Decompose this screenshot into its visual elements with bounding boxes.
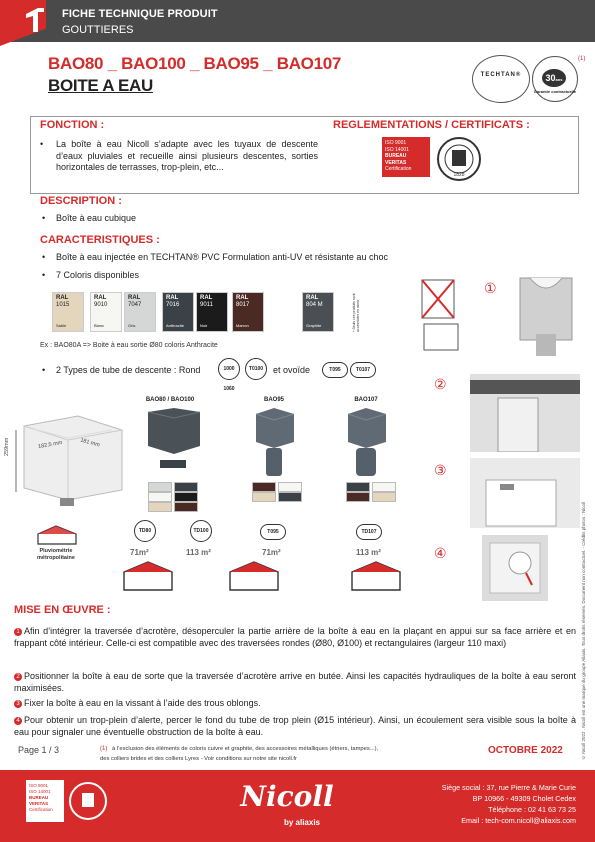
techtan-badge <box>472 55 530 103</box>
color-name: Gris <box>128 323 136 328</box>
step3-photo <box>470 458 580 528</box>
guarantee-text: Garantie contractuelle <box>533 89 577 94</box>
header-band <box>0 0 595 42</box>
product-color-chip <box>372 482 396 492</box>
footer-seal-icon <box>68 780 108 822</box>
step4-photo <box>482 535 548 601</box>
color-code: 9010 <box>94 302 108 308</box>
area-bao95: 71m² <box>262 548 281 557</box>
footer-cert: Certification <box>29 807 53 812</box>
product-label-bao80: BAO80 / BAO100 <box>145 397 195 403</box>
carac-item-material: Boîte à eau injectée en TECHTAN® PVC Formulation anti-UV et résistante au choc <box>56 252 388 262</box>
step-1-text: 1 Afin d’intégrer la traversée d’acrotère, désoperculer la partie arrière de la boîte à eau en la plaçant en appui sur sa face arrière et en frappant côté intérieur. Celle-ci est compatible avec des traversées rondes (Ø80, Ø100) et rectangulaires (largeur 110 maxi) <box>14 626 576 648</box>
house-icon-bao100 <box>228 560 280 592</box>
footer-iso9001: ISO 9001 <box>29 783 49 788</box>
footer-bv: BUREAU VERITAS <box>29 795 49 806</box>
footer-addr2: BP 10966 - 49309 Cholet Cedex <box>472 794 576 803</box>
footer-email: Email : tech-com.nicoll@aliaxis.com <box>461 816 576 825</box>
caracteristiques-heading: CARACTERISTIQUES : <box>40 234 160 246</box>
certifs-heading: REGLEMENTATIONS / CERTIFICATS : <box>333 119 530 131</box>
color-ral: RAL <box>56 295 69 301</box>
dim-width2: 181 mm <box>79 437 101 449</box>
fonction-heading: FONCTION : <box>40 119 105 131</box>
step2-marker: ② <box>434 376 447 392</box>
product-color-chip <box>346 492 370 502</box>
carac-item-colors: 7 Coloris disponibles <box>56 270 140 280</box>
color-swatch <box>302 292 334 332</box>
product-label-bao95: BAO95 <box>263 397 284 403</box>
product-color-chip <box>252 482 276 492</box>
product-name: BOITE A EAU <box>48 76 154 95</box>
product-color-chip <box>174 502 198 512</box>
color-ral: RAL <box>236 295 249 301</box>
step1-photo <box>420 272 580 364</box>
example-code: Ex : BAO80A => Boite à eau sortie Ø80 coloris Anthracite <box>40 342 218 349</box>
color-name: Marron <box>236 323 249 328</box>
product-image-bao80 <box>144 406 204 476</box>
product-color-chip <box>174 482 198 492</box>
color-name: Graphite <box>306 323 322 328</box>
step-2-text: 2 Positionner la boîte à eau de sorte que la traversée d’acrotère arrive en butée. Ainsi les capacités hydrauliques de la boîte à eau seront maximisées. <box>14 671 576 693</box>
color-ral: RAL <box>200 295 213 301</box>
footer-phone: Téléphone : 02 41 63 73 25 <box>488 805 576 814</box>
color-code: 1015 <box>56 302 70 308</box>
cert-label: Certification <box>385 166 412 172</box>
color-name: Noir <box>200 323 208 328</box>
color-swatch <box>232 292 264 332</box>
house-icon-bao107 <box>350 560 402 592</box>
round-tube-icon-80: 1000 1060 <box>218 358 240 380</box>
svg-text:1828: 1828 <box>453 172 465 178</box>
guarantee-unit: ans <box>555 77 563 82</box>
footnote-mark: (1) <box>578 56 586 62</box>
color-swatch <box>90 292 122 332</box>
color-swatch <box>196 292 228 332</box>
product-color-chip <box>252 492 276 502</box>
cert-bv: BUREAU VERITAS <box>385 153 407 166</box>
oval-tube-icon-95: T095 <box>322 362 348 378</box>
product-color-chip <box>148 482 172 492</box>
product-color-chip <box>148 492 172 502</box>
step1-marker: ① <box>484 280 497 296</box>
area-bao107: 113 m² <box>356 548 381 557</box>
dim-width1: 182,5 mm <box>37 439 63 451</box>
color-name: Anthracite <box>166 323 185 328</box>
product-color-chip <box>174 492 198 502</box>
tube-types-text-b: et ovoïde <box>273 365 311 375</box>
document-date: OCTOBRE 2022 <box>488 745 563 756</box>
mise-en-oeuvre-heading: MISE EN ŒUVRE : <box>14 604 111 616</box>
page-number: Page 1 / 3 <box>18 745 60 755</box>
product-label-bao107: BAO107 <box>354 397 378 403</box>
tube-icon-t095: T095 <box>260 524 286 540</box>
color-ral: RAL <box>128 295 141 301</box>
aliaxis-label: by aliaxis <box>283 818 320 827</box>
step2-photo <box>470 374 580 452</box>
nicoll-logo: Nicoll <box>240 780 334 813</box>
oval-tube-icon-107: T0107 <box>350 362 376 378</box>
color-swatch <box>124 292 156 332</box>
product-codes: BAO80 _ BAO100 _ BAO95 _ BAO107 <box>48 54 342 73</box>
color-code: 9011 <box>200 302 213 308</box>
area-bao100: 113 m² <box>186 548 211 557</box>
house-icon-bao80 <box>122 560 174 592</box>
dim-height: 259mm <box>4 437 10 456</box>
cert-iso14001: ISO 14001 <box>385 146 409 153</box>
product-color-chip <box>278 482 302 492</box>
tube-types-text: 2 Types de tube de descente : Rond <box>56 365 201 375</box>
area-bao80: 71m² <box>130 548 149 557</box>
product-color-chip <box>346 482 370 492</box>
tube-icon-td107: TD107 <box>356 524 382 540</box>
product-color-chip <box>148 502 172 512</box>
product-color-chip <box>278 492 302 502</box>
color-ral: RAL <box>306 295 319 301</box>
footer-note-mark: (1) <box>100 746 108 752</box>
round-tube-icon-100: T0100 <box>245 358 267 380</box>
color-code: 804 M <box>306 302 323 308</box>
tube-icon-td80: TD80 <box>134 520 156 542</box>
product-color-chip <box>372 492 396 502</box>
dimension-drawing <box>12 408 128 508</box>
color-code: 7047 <box>128 302 142 308</box>
cert-iso9001: ISO 9001 <box>385 140 407 146</box>
step3-marker: ③ <box>434 462 447 478</box>
description-heading: DESCRIPTION : <box>40 195 122 207</box>
footer-address <box>400 782 576 826</box>
color-code: 7016 <box>166 302 180 308</box>
color-name: Blanc <box>94 323 105 328</box>
bureau-veritas-seal-icon <box>436 136 482 182</box>
color-code: 8017 <box>236 302 250 308</box>
iso-certificate-logo <box>382 137 430 177</box>
guarantee-badge <box>532 56 578 102</box>
color-swatch-row <box>52 292 372 336</box>
step-3-text: 3 Fixer la boîte à eau en la vissant à l’aide des trous oblongs. <box>14 698 576 710</box>
step-4-text: 4 Pour obtenir un trop-plein d’alerte, percer le fond du tube de trop plein (Ø15 intérieur). Ainsi, un écoulement sera visible sous la boîte à eau pour signaler une éventuelle obstruction de la boîte à eau. <box>14 715 576 737</box>
footer-note-line2: des colliers brides et des colliers Lyres - Voir conditions sur notre site nicoll.fr <box>100 756 297 762</box>
footer-addr1: Siège social : 37, rue Pierre & Marie Curie <box>441 783 576 792</box>
product-image-bao107 <box>344 406 390 480</box>
color-stock-note: * Seuls ces produits sont accessibles en stock <box>352 293 360 332</box>
guarantee-years: 30 <box>545 73 556 83</box>
doc-type: FICHE TECHNIQUE PRODUIT <box>62 8 218 20</box>
pluviometrie-label: Pluviométrie métropolitaine <box>37 548 75 561</box>
fonction-text: La boîte à eau Nicoll s’adapte avec les tuyaux de descente d’eaux pluviales et recueille ainsi plusieurs descentes, sorties horizontales de terrasses, trop-plein, etc... <box>56 139 318 172</box>
copyright-note: © Nicoll 2022 . Nicoll est une marque du groupe Aliaxis. Tous droits réservés. Document non contractuel. - Crédits photos : Nicoll <box>581 501 586 760</box>
footer-iso-logo <box>26 780 64 822</box>
color-name: Sable <box>56 323 67 328</box>
techtan-label: TECHTAN® <box>480 72 522 78</box>
footer-note-line1: à l’exclusion des éléments de coloris cuivre et graphite, des accessoires métalliques (étriers, tampes...), <box>112 746 379 752</box>
color-ral: RAL <box>166 295 179 301</box>
color-swatch <box>162 292 194 332</box>
doc-category: GOUTTIERES <box>62 24 134 36</box>
step4-marker: ④ <box>434 545 447 561</box>
tube-icon-td100: TD100 <box>190 520 212 542</box>
description-item: Boîte à eau cubique <box>56 213 137 223</box>
footer-iso14001: ISO 14001 <box>29 789 51 794</box>
gutter-icon <box>24 4 46 34</box>
product-image-bao95 <box>252 406 298 480</box>
house-rain-icon <box>36 524 78 546</box>
color-ral: RAL <box>94 295 107 301</box>
color-swatch <box>52 292 84 332</box>
